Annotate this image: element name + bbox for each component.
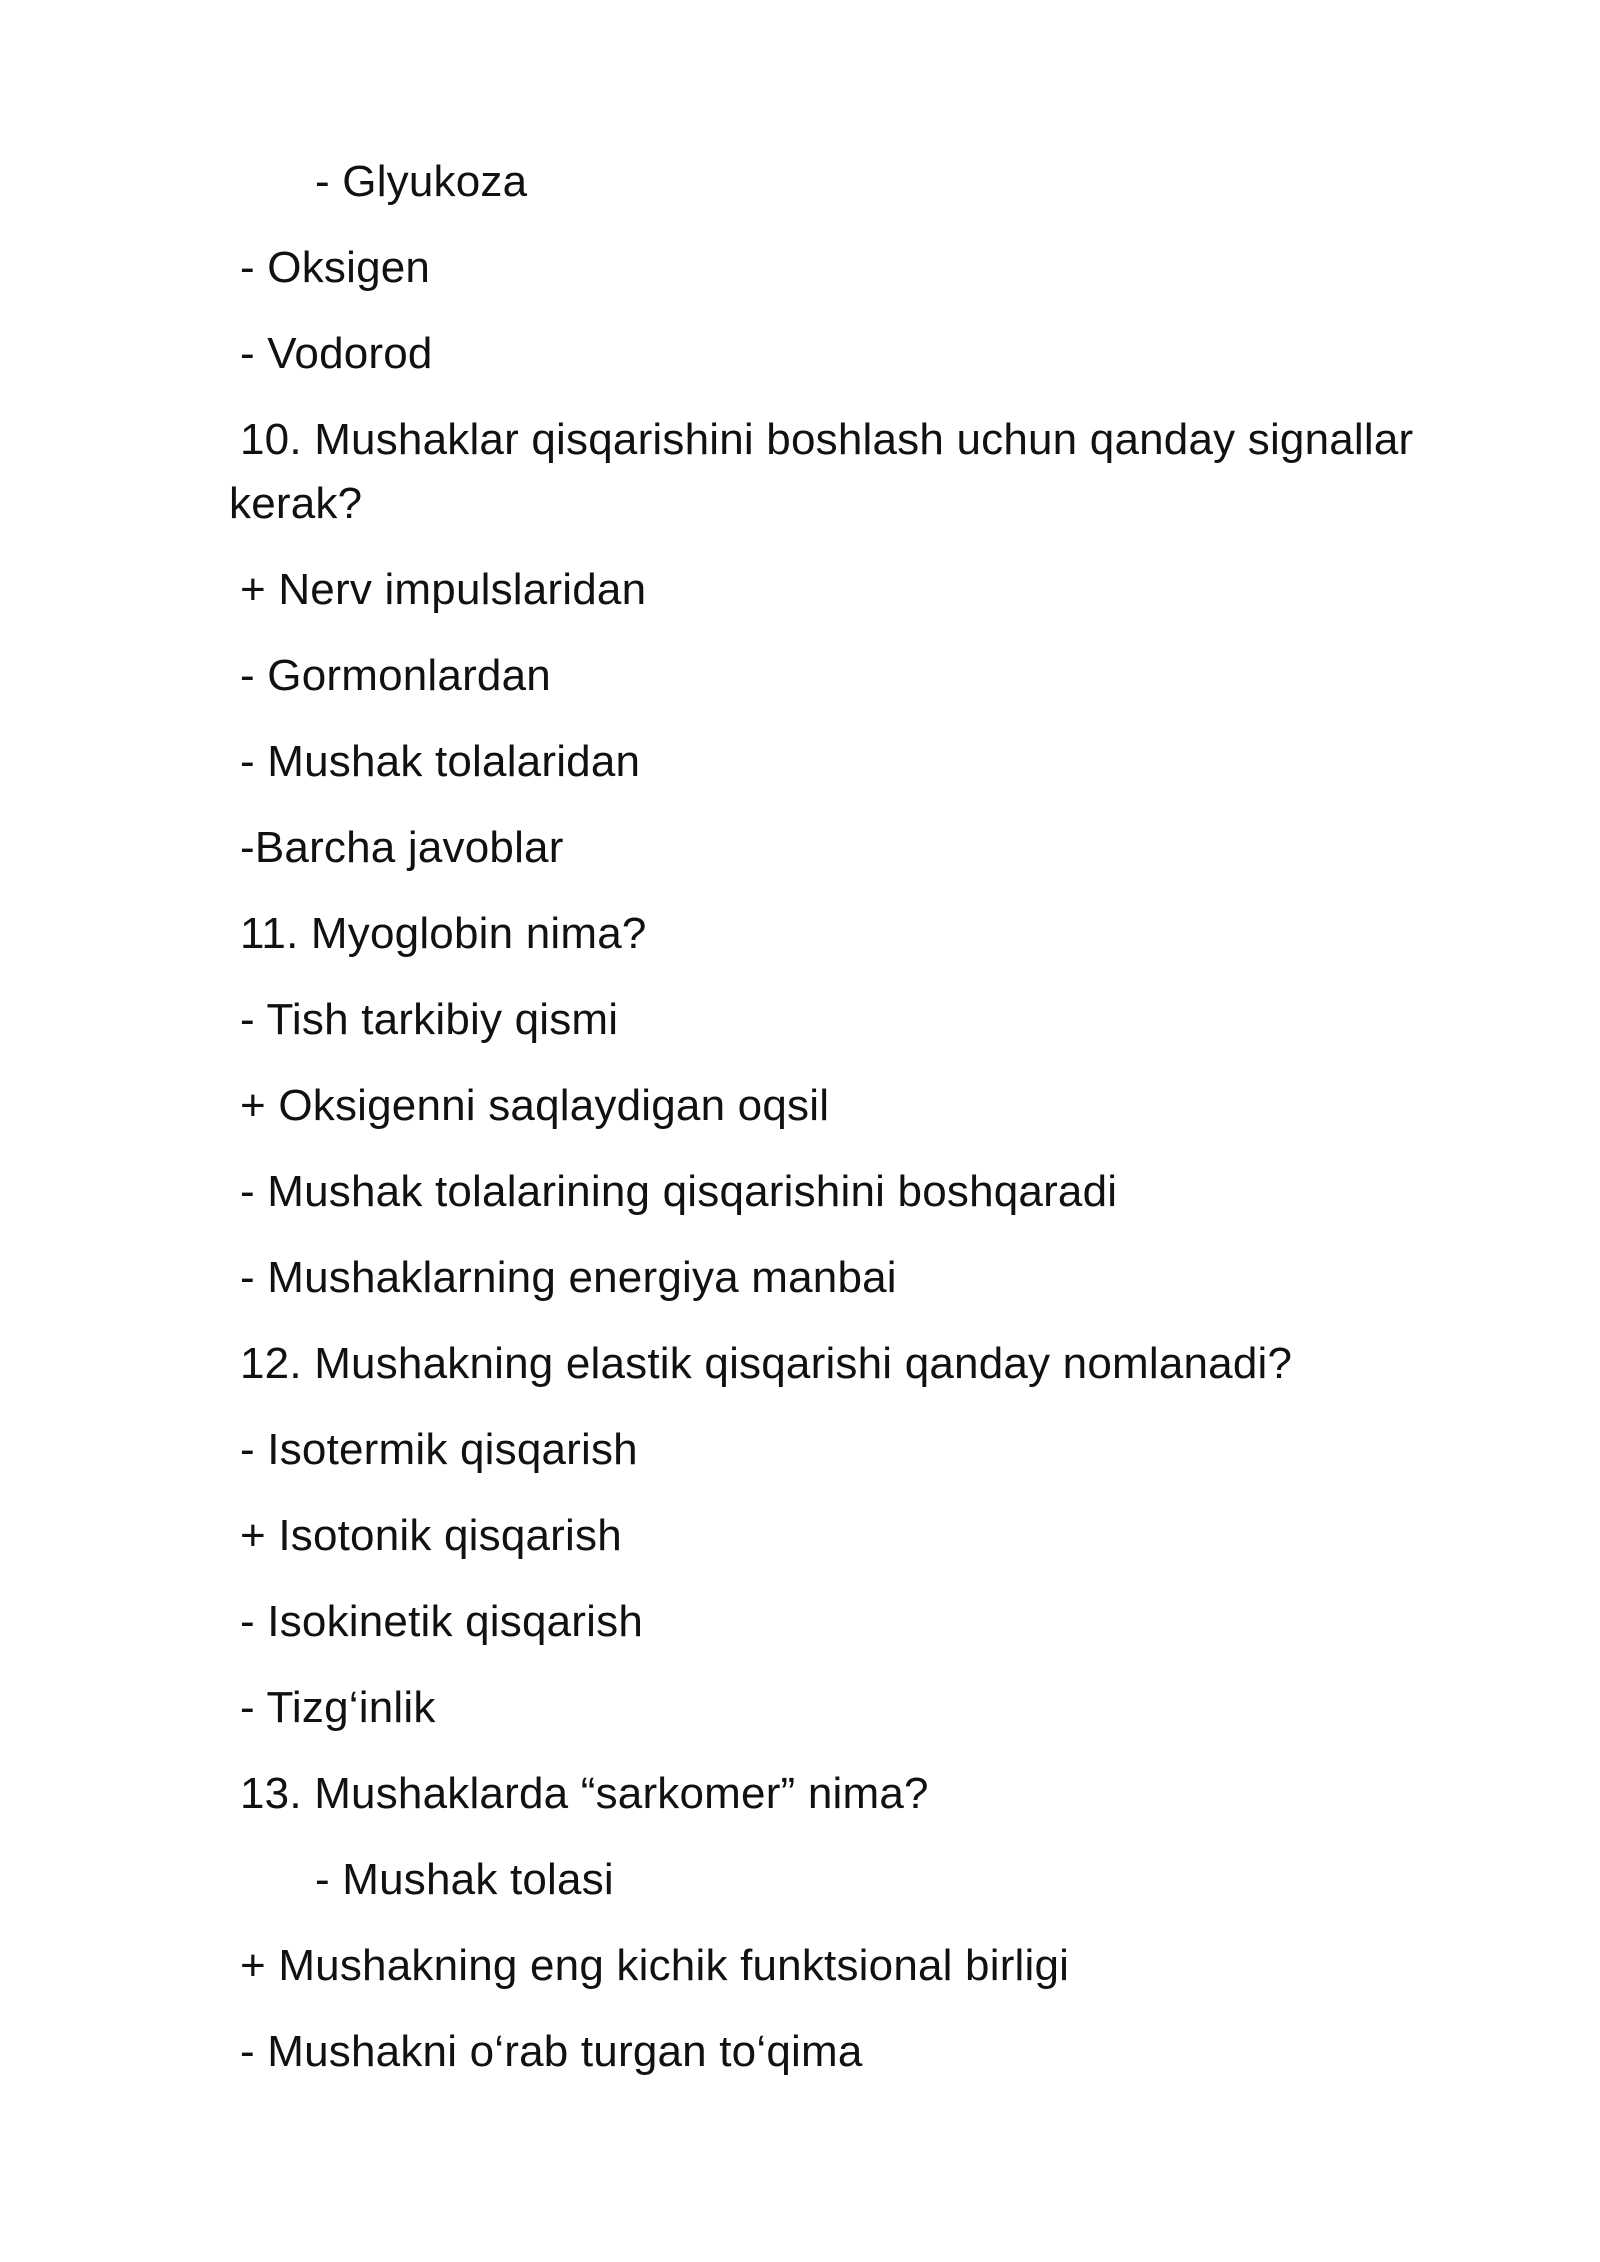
answer-option: - Mushaklarning energiya manbai (240, 1253, 897, 1302)
answer-option: - Mushak tolalarining qisqarishini boshqaradi (240, 1167, 1118, 1216)
correct-answer-option: + Isotonik qisqarish (240, 1511, 622, 1560)
correct-answer-option: + Nerv impulslaridan (240, 565, 647, 614)
correct-answer-option: + Oksigenni saqlaydigan oqsil (240, 1081, 830, 1130)
answer-option: - Glyukoza (315, 157, 528, 206)
question-12: 12. Mushakning elastik qisqarishi qanday nomlanadi? (240, 1339, 1293, 1388)
correct-answer-option: + Mushakning eng kichik funktsional birligi (240, 1941, 1070, 1990)
answer-option: - Gormonlardan (240, 651, 551, 700)
answer-option: - Isokinetik qisqarish (240, 1597, 643, 1646)
answer-option: - Oksigen (240, 243, 431, 292)
answer-option: - Vodorod (240, 329, 433, 378)
answer-option: - Isotermik qisqarish (240, 1425, 638, 1474)
answer-option: - Mushak tolasi (315, 1855, 614, 1904)
question-13: 13. Mushaklarda “sarkomer” nima? (240, 1769, 929, 1818)
answer-option: - Tizg‘inlik (240, 1683, 436, 1732)
answer-option: - Mushakni o‘rab turgan to‘qima (240, 2027, 863, 2076)
question-10: 10. Mushaklar qisqarishini boshlash uchun qanday signallar (240, 415, 1414, 464)
answer-option: - Mushak tolalaridan (240, 737, 641, 786)
question-10-continuation: kerak? (229, 479, 363, 528)
question-11: 11. Myoglobin nima? (240, 909, 647, 958)
answer-option: - Tish tarkibiy qismi (240, 995, 619, 1044)
answer-option: -Barcha javoblar (240, 823, 564, 872)
